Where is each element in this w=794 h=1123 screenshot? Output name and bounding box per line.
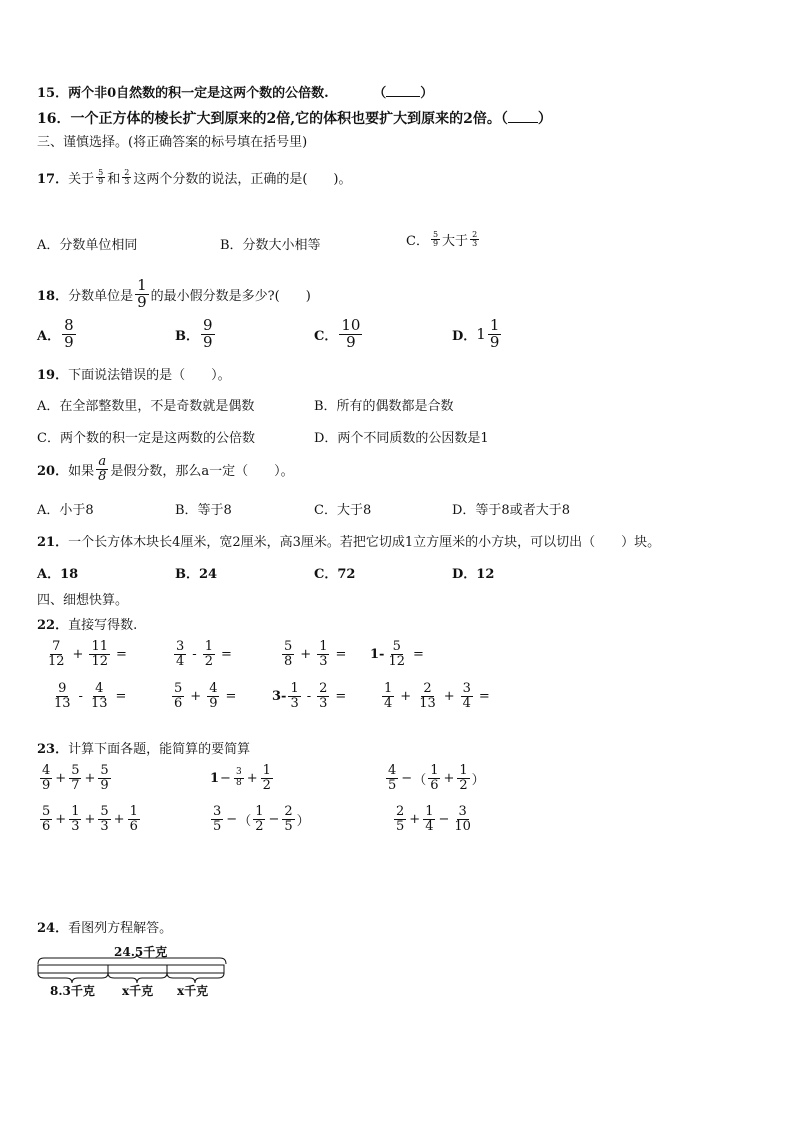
- answer-blank[interactable]: [508, 110, 538, 123]
- option-b[interactable]: B．24: [175, 567, 218, 582]
- total-brace: [38, 954, 226, 964]
- bar: [38, 965, 224, 973]
- expression: 1 − $\frac{3}{8}$ + $\frac{1}{2}$: [210, 763, 271, 793]
- expression: $\frac{2}{5}$ + $\frac{1}{4}$ − $\frac{3}{10}$: [396, 804, 471, 834]
- question-21: 21．一个长方体木块长4厘米，宽2厘米，高3厘米。若把它切成1立方厘米的小方块，可以切出（ ）块。: [37, 535, 661, 550]
- expression: 3- $\frac{1}{3}$ - $\frac{2}{3}$ =: [272, 681, 347, 711]
- question-number: 19．: [37, 368, 69, 383]
- expression: $\frac{5}{8}$ + $\frac{1}{3}$ =: [284, 639, 347, 669]
- question-number: 24．: [37, 921, 69, 936]
- option-c[interactable]: C． $\frac{10}{9}$: [314, 316, 361, 351]
- fraction: $\frac{5}{9}$: [432, 229, 439, 248]
- question-number: 18．: [37, 288, 69, 304]
- question-number: 15．: [37, 86, 69, 101]
- option-c[interactable]: C．72: [314, 567, 356, 582]
- question-number: 23．: [37, 742, 69, 757]
- segment-label-1: 8.3千克: [50, 984, 95, 998]
- section-heading-3: 三、谨慎选择。(将正确答案的标号填在括号里): [37, 135, 308, 150]
- expression: $\frac{4}{9}$ + $\frac{5}{7}$ + $\frac{5}{9}$: [42, 763, 109, 793]
- question-text: 一个正方体的棱长扩大到原来的2倍,它的体积也要扩大到原来的2倍。: [70, 111, 501, 127]
- expression: $\frac{9}{13}$ - $\frac{4}{13}$ =: [54, 681, 127, 711]
- question-19: 19．下面说法错误的是（ ）。: [37, 368, 231, 383]
- option-d[interactable]: D．等于8或者大于8: [452, 503, 570, 518]
- segment-label-3: x千克: [177, 984, 209, 998]
- option-c[interactable]: C． $\frac{5}{9}$ 大于 $\frac{2}{3}$: [406, 229, 478, 249]
- option-d[interactable]: D．两个不同质数的公因数是1: [314, 431, 489, 446]
- question-number: 21．: [37, 535, 69, 550]
- segment-label-2: x千克: [122, 984, 154, 998]
- option-c[interactable]: C．大于8: [314, 503, 372, 518]
- question-22: 22．直接写得数.: [37, 618, 138, 633]
- option-a[interactable]: A．小于8: [37, 503, 94, 518]
- fraction: $\frac{1}{9}$: [137, 276, 147, 311]
- question-number: 17．: [37, 172, 69, 187]
- option-a[interactable]: A． $\frac{8}{9}$: [37, 316, 74, 351]
- expression: $\frac{3}{5}$ − （ $\frac{1}{2}$ − $\frac{2}{5}$ ）: [213, 804, 310, 834]
- question-17: 17． 关于 $\frac{5}{9}$ 和 $\frac{2}{3}$ 这两个分数的说法，正确的是( )。: [37, 167, 352, 187]
- question-16: 16．一个正方体的棱长扩大到原来的2倍,它的体积也要扩大到原来的2倍。（ ）: [37, 111, 552, 127]
- fraction: $\frac{8}{9}$: [64, 316, 74, 351]
- option-c[interactable]: C．两个数的积一定是这两数的公倍数: [37, 431, 255, 446]
- expression: $\frac{5}{6}$ + $\frac{4}{9}$ =: [174, 681, 237, 711]
- option-b[interactable]: B． $\frac{9}{9}$: [175, 316, 213, 351]
- expression: $\frac{1}{4}$ + $\frac{2}{13}$ + $\frac{3}{4}$ =: [384, 681, 490, 711]
- option-a[interactable]: A．在全部整数里，不是奇数就是偶数: [37, 399, 255, 414]
- option-a[interactable]: A．分数单位相同: [37, 238, 138, 253]
- expression: $\frac{4}{5}$ − （ $\frac{1}{6}$ + $\frac{1}{2}$ ）: [388, 763, 485, 793]
- fraction: $\frac{2}{3}$: [124, 167, 130, 186]
- question-number: 16．: [37, 111, 71, 127]
- option-a[interactable]: A．18: [37, 567, 79, 582]
- option-b[interactable]: B．分数大小相等: [220, 238, 321, 253]
- fraction: $\frac{9}{9}$: [203, 316, 213, 351]
- fraction: $\frac{10}{9}$: [341, 316, 361, 351]
- question-18: 18． 分数单位是 $\frac{1}{9}$ 的最小假分数是多少?( ): [37, 276, 311, 311]
- question-23: 23．计算下面各题，能简算的要简算: [37, 742, 251, 757]
- fraction: $\frac{5}{9}$: [98, 167, 104, 186]
- total-label: 24.5千克: [114, 945, 168, 959]
- fraction: $\frac{1}{9}$: [489, 316, 500, 351]
- question-20: 20． 如果 $\frac{a}{8}$ 是假分数，那么a一定（ ）。: [37, 454, 294, 484]
- section-heading-4: 四、细想快算。: [37, 593, 129, 608]
- segment-diagram: [36, 954, 228, 984]
- question-15: 15．两个非0自然数的积一定是这两个数的公倍数. （ ）: [37, 86, 434, 101]
- question-24: 24．看图列方程解答。: [37, 921, 173, 936]
- option-d[interactable]: D．12: [452, 567, 495, 582]
- fraction: $\frac{2}{3}$: [472, 229, 478, 248]
- expression: $\frac{7}{12}$ + $\frac{11}{12}$ =: [48, 639, 127, 669]
- question-text: 两个非0自然数的积一定是这两个数的公倍数.: [68, 86, 329, 101]
- expression: $\frac{5}{6}$ + $\frac{1}{3}$ + $\frac{5}{3}$ + $\frac{1}{6}$: [42, 804, 138, 834]
- expression: 1- $\frac{5}{12}$ =: [370, 639, 424, 669]
- option-d[interactable]: D． 1 $\frac{1}{9}$: [452, 316, 500, 351]
- option-b[interactable]: B．等于8: [175, 503, 232, 518]
- answer-blank[interactable]: [386, 84, 420, 97]
- question-number: 20．: [37, 463, 69, 479]
- option-b[interactable]: B．所有的偶数都是合数: [314, 399, 454, 414]
- fraction: $\frac{a}{8}$: [98, 454, 107, 484]
- question-number: 22．: [37, 618, 69, 633]
- expression: $\frac{3}{4}$ - $\frac{1}{2}$ =: [176, 639, 232, 669]
